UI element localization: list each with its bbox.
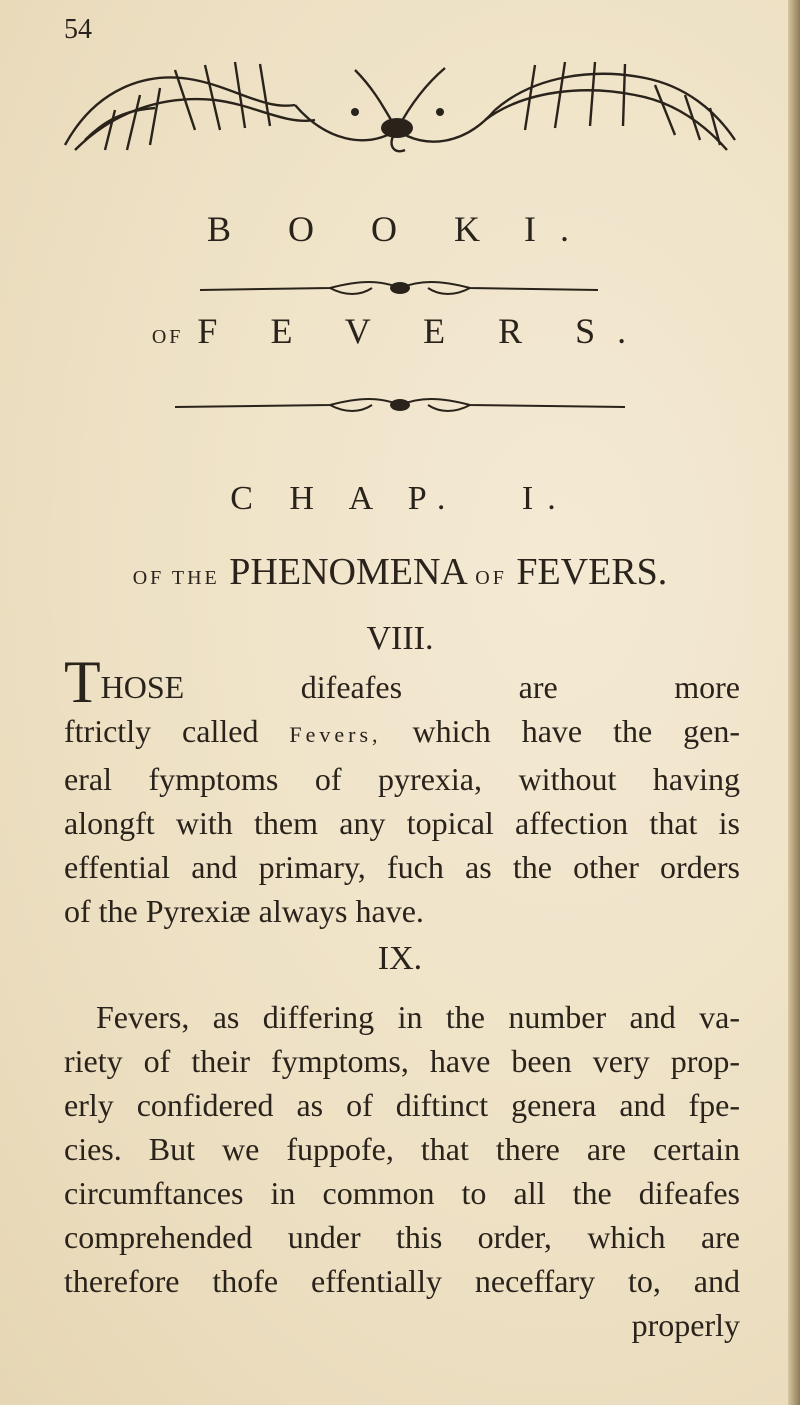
smallcaps-fevers: Fevers,: [289, 722, 382, 747]
section-number: VIII.: [366, 620, 434, 657]
chapter-number: I.: [521, 480, 570, 517]
text-line: erly confidered as of diftinct genera and fpe-: [64, 1087, 740, 1123]
text-line: circumftances in common to all the difeafes: [64, 1175, 740, 1211]
chapter-title-of: OF: [475, 567, 507, 589]
ornamental-rule: [0, 395, 800, 415]
part-title: [0, 310, 800, 352]
text-line: comprehended under this order, which are: [64, 1219, 740, 1255]
decorative-headpiece: [55, 50, 740, 160]
book-heading: [0, 208, 800, 250]
drop-cap: T: [64, 649, 101, 715]
text-line: effential and primary, fuch as the other orders: [64, 849, 740, 885]
text-line: of the Pyrexiæ always have.: [64, 893, 424, 929]
text-line: ftrictly called Fevers, which have the gen-: [64, 713, 740, 749]
paragraph: [64, 649, 740, 933]
text-line: therefore thofe effentially neceffary to, and: [64, 1263, 740, 1299]
page-number: 54: [64, 14, 92, 45]
ornamental-rule: [0, 278, 800, 298]
text-line: eral fymptoms of pyrexia, without having: [64, 761, 740, 797]
paragraph: [64, 995, 740, 1347]
text-line: THOSE difeafes are more: [64, 649, 740, 715]
chapter-label: C H A P.: [230, 480, 460, 517]
chapter-title: [0, 550, 800, 594]
part-title-fevers: F E V E R S.: [197, 311, 649, 351]
chapter-title-phenomena: PHENOMENA: [229, 551, 466, 593]
catchword: properly: [631, 1307, 740, 1343]
section-number: IX.: [377, 940, 423, 977]
book-label: B O O K: [206, 209, 504, 249]
chapter-heading: [0, 480, 800, 518]
text-line: cies. But we fuppofe, that there are certain: [64, 1131, 740, 1167]
text-line: alongft with them any topical affection that is: [64, 805, 740, 841]
part-title-of: OF: [151, 326, 184, 348]
chapter-title-fevers: FEVERS.: [516, 551, 668, 593]
page-edge: [788, 0, 800, 1405]
text-line: riety of their fymptoms, have been very prop-: [64, 1043, 740, 1079]
book-number: I.: [524, 209, 593, 249]
text-line: Fevers, as differing in the number and va-: [96, 999, 740, 1035]
chapter-title-of-the: OF THE: [132, 567, 220, 589]
